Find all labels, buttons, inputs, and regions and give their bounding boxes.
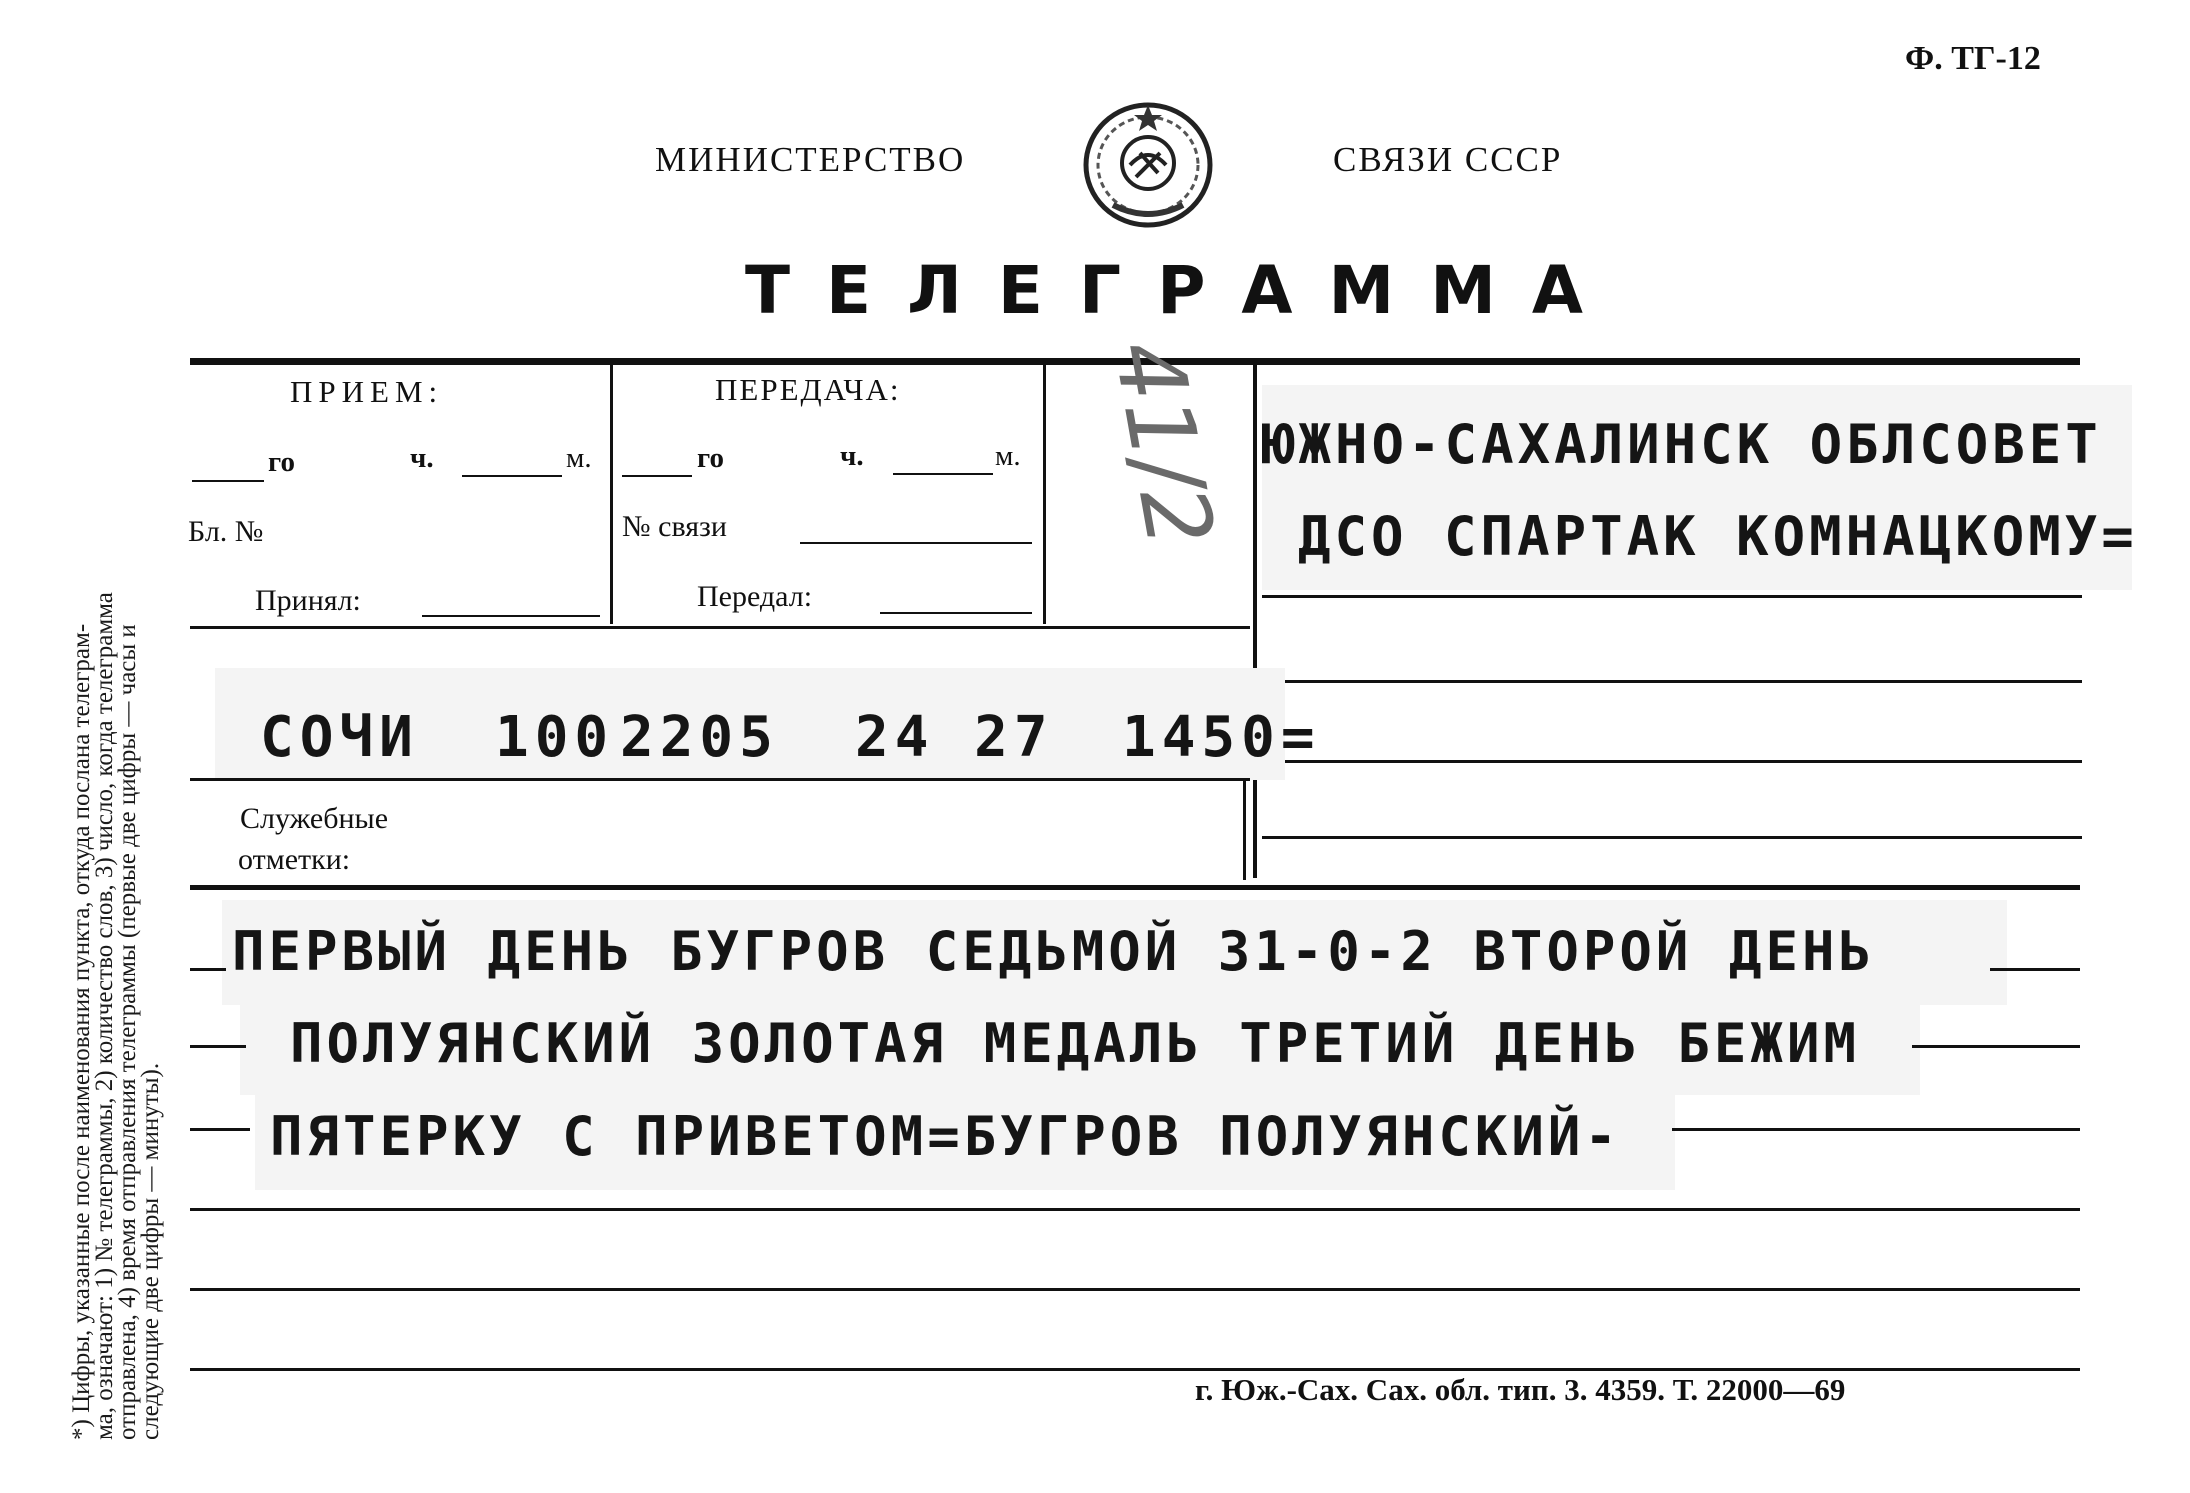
- document-title: ТЕЛЕГРАММА: [745, 252, 1619, 329]
- transmission-hour-label: ч.: [840, 440, 864, 472]
- side-footnote: [70, 40, 162, 1440]
- transmission-day-blank: [622, 475, 692, 477]
- message-rule-stub: [1672, 1128, 2080, 1131]
- printer-footer: г. Юж.-Сах. Сах. обл. тип. 3. 4359. Т. 22000—69: [1195, 1372, 1846, 1407]
- message-rule: [190, 1288, 2080, 1291]
- address-divider: [1253, 358, 1257, 878]
- side-footnote-line: следующие две цифры — минуты).: [137, 1062, 164, 1440]
- message-rule-stub: [190, 1045, 246, 1048]
- ministry-label: МИНИСТЕРСТВО: [655, 140, 966, 179]
- message-line-3: ПЯТЕРКУ С ПРИВЕТОМ=БУГРОВ ПОЛУЯНСКИЙ-: [270, 1105, 1621, 1168]
- message-rule-stub: [190, 968, 226, 971]
- ussr-emblem-icon: [1078, 95, 1218, 230]
- address-rule: [1262, 595, 2082, 598]
- origin-date: 24 27: [855, 705, 1054, 770]
- message-rule-stub: [1912, 1045, 2080, 1048]
- service-marks-rule: [190, 885, 2080, 890]
- link-number-blank: [800, 542, 1032, 544]
- origin-word-count: 2205: [620, 705, 779, 770]
- reception-heading: ПРИЕМ:: [290, 374, 444, 409]
- sent-by-label: Передал:: [697, 580, 813, 613]
- sent-by-blank: [880, 612, 1032, 614]
- header-bottom-line: [190, 626, 1250, 629]
- address-line-2: ДСО СПАРТАК КОМНАЦКОМУ=: [1298, 505, 2138, 568]
- service-marks-divider: [1243, 780, 1246, 880]
- service-marks-label: отметки:: [238, 843, 351, 876]
- reception-day-blank: [192, 480, 264, 482]
- message-rule: [190, 1208, 2080, 1211]
- reception-divider: [610, 362, 613, 624]
- side-footnote-line: отправлена, 4) время отправления телеграммы (первые две цифры — часы и: [114, 624, 141, 1440]
- reception-day-label: го: [268, 446, 295, 478]
- form-code: Ф. ТГ-12: [1905, 40, 2041, 77]
- origin-number: 100: [495, 705, 615, 770]
- message-rule: [190, 1368, 2080, 1371]
- transmission-minute-label: м.: [995, 440, 1021, 472]
- transmission-heading: ПЕРЕДАЧА:: [715, 372, 901, 407]
- blank-number-label: Бл. №: [188, 515, 264, 548]
- link-number-label: № связи: [622, 510, 727, 543]
- address-line-1: ЮЖНО-САХАЛИНСК ОБЛСОВЕТ: [1262, 413, 2102, 476]
- transmission-day-label: го: [697, 442, 724, 474]
- accepted-by-blank: [422, 615, 600, 617]
- message-line-1: ПЕРВЫЙ ДЕНЬ БУГРОВ СЕДЬМОЙ 31-0-2 ВТОРОЙ ДЕНЬ: [232, 920, 1875, 983]
- message-rule-stub: [190, 1128, 250, 1131]
- accepted-by-label: Принял:: [255, 584, 361, 617]
- transmission-divider: [1043, 362, 1046, 624]
- message-line-2: ПОЛУЯНСКИЙ ЗОЛОТАЯ МЕДАЛЬ ТРЕТИЙ ДЕНЬ БЕЖИМ: [290, 1012, 1860, 1075]
- origin-rule: [190, 778, 1250, 781]
- address-rule: [1262, 836, 2082, 839]
- side-footnote-line: ма, означают: 1) № телеграммы, 2) количество слов, 3) число, когда телеграмма: [91, 592, 118, 1440]
- reception-hour-label: ч.: [410, 442, 434, 474]
- reception-minute-blank: [462, 475, 562, 477]
- transmission-minute-blank: [893, 473, 993, 475]
- service-marks-label: Служебные: [240, 802, 389, 835]
- address-rule: [1262, 680, 2082, 683]
- origin-time: 1450=: [1122, 705, 1321, 770]
- communications-label: СВЯЗИ СССР: [1333, 140, 1563, 179]
- side-footnote-line: *) Цифры, указанные после наименования пункта, откуда послана телеграм-: [68, 623, 95, 1440]
- reception-minute-label: м.: [566, 442, 592, 474]
- address-rule: [1262, 760, 2082, 763]
- message-rule-stub: [1990, 968, 2080, 971]
- handwritten-mark: 41/2: [1092, 332, 1234, 555]
- origin-city: СОЧИ: [260, 705, 419, 770]
